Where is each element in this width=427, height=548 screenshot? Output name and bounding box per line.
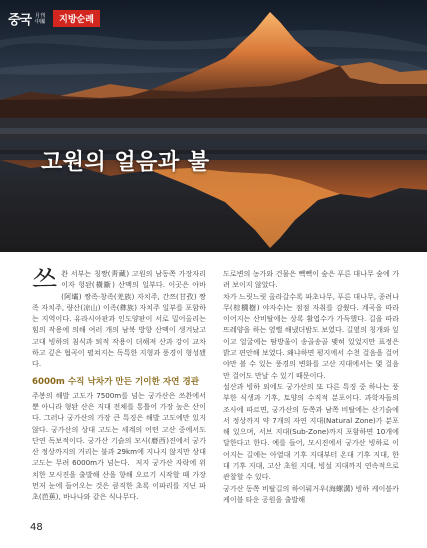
dropcap: 쓰: [32, 265, 58, 295]
right-body-paragraph-3: 설산과 빙하 외에도 궁가산의 또 다른 특징 중 하나는 풍부한 식생과 기후, 토양의 수직적 분포이다. 과학자들의 조사에 따르면, 궁가산의 동쪽과 남쪽 비탈에는 산기슭에서 정상까지 약 7개의 자연 지대(Natural Zone)가 분포해 있으며, 서브 지대(Sub-Zone)까지 포함하면 10개에 달한다고 한다. 예를 들어, 모시진에서 궁가산 빙하로 이어지는 길에는 아열대 기후 지대부터 온대 기후 지대, 한대 기후 지대, 고산 초원 지대, 빙설 지대까지 연속적으로 관찰할 수 있다.: [223, 381, 399, 482]
magazine-logo-sub: 月刊 中國: [35, 12, 46, 25]
article-left-column: [32, 265, 206, 503]
left-body-paragraph: 주봉의 해발 고도가 7500m를 넘는 궁가산은 쓰촨에서뿐 아니라 형돤 산은 지대 전체를 통틀어 가장 높은 산이다. 그러나 궁가산의 가장 큰 특징은 해발 고도에만 있지 않다. 궁가산의 상대 고도는 세계의 어떤 고산 중에서도 단연 독보적이다. 궁가산 기슭의 모시(磨西)진에서 궁가산 정상까지의 거리는 불과 29km에 지나지 않지만 상대 고도는 무려 6000m가 넘는다. 저지 궁가산 자락에 위치한 모시진을 출발해 산을 향해 오르기 시작할 때 가장 먼저 눈에 들어오는 것은 큼직한 초록 이파리를 지닌 파초(芭蕉), 바나나와 같은 식나무다.: [32, 390, 206, 502]
right-body-paragraph-2: 차가 느릿느릿 올라갈수록 파초나무, 푸른 대나무, 종려나무(棕櫚樹) 야자수)는 점점 자취를 감췄다. 계곡을 따라 이어지는 산비탈에는 상록 활엽수가 가득했다. 길을 따라 뜨레양을 하는 옆뻘 해냈더밤도 보였다. 길옆의 칭개와 잎이고 얼굴에는 땀방울이 송골송골 맺혀 있었지만 표정은 밝고 편안해 보였다. 왜냐하면 평지에서 수천 걸음을 걸어야만 볼 수 있는 풍경의 변화를 고산 지대에서는 몇 걸음만 걸어도 만날 수 있기 때문이다.: [223, 291, 399, 380]
article-right-column: [223, 268, 399, 505]
right-body-paragraph-4: 궁가산 동쪽 비탈길의 하이뤄거우(海螺溝) 빙하 케이블카 케이블 타운 공원을 출발해: [223, 483, 399, 504]
article-title: 고원의 얼음과 불: [41, 150, 210, 175]
hero-photo: [0, 0, 427, 252]
mountain-landscape-image: [0, 0, 427, 252]
magazine-logo: 중국: [8, 13, 32, 28]
article-subheading: 6000m 수직 낙차가 만든 기이한 자연 경관: [32, 376, 200, 387]
right-body-paragraph-1: 도로변의 농가와 건물은 빽빽이 숲은 푸른 대나무 숲에 가려 보이지 않았다.: [223, 269, 399, 290]
magazine-brand: [8, 9, 100, 28]
intro-text: 촨 서부는 칭짱(靑藏) 고원의 남동쪽 가장자리이자 헝돤(橫斷) 산맥의 일부다. 이곳은 아바(阿壩) 짱족·창족(羌族) 자치주, 간쯔(甘孜) 짱족 자치주, 량산(凉山) 이족(彝族) 자치주 일부를 포함하는 지역이다. 유라시아판과 인도양판이 서로 밀어올리는 힘의 작용에 의해 여러 개의 남북 방향 산맥이 생겨났고 고대 빙하의 침식과 퇴적 작용이 더해져 산과 강이 교차하고 깊은 협곡이 펼쳐지는 독특한 지형과 풍경이 형성됐다.: [32, 269, 206, 369]
section-tag: 지방순례: [53, 10, 100, 27]
intro-paragraph: [32, 265, 206, 370]
page-number: 48: [30, 522, 43, 533]
